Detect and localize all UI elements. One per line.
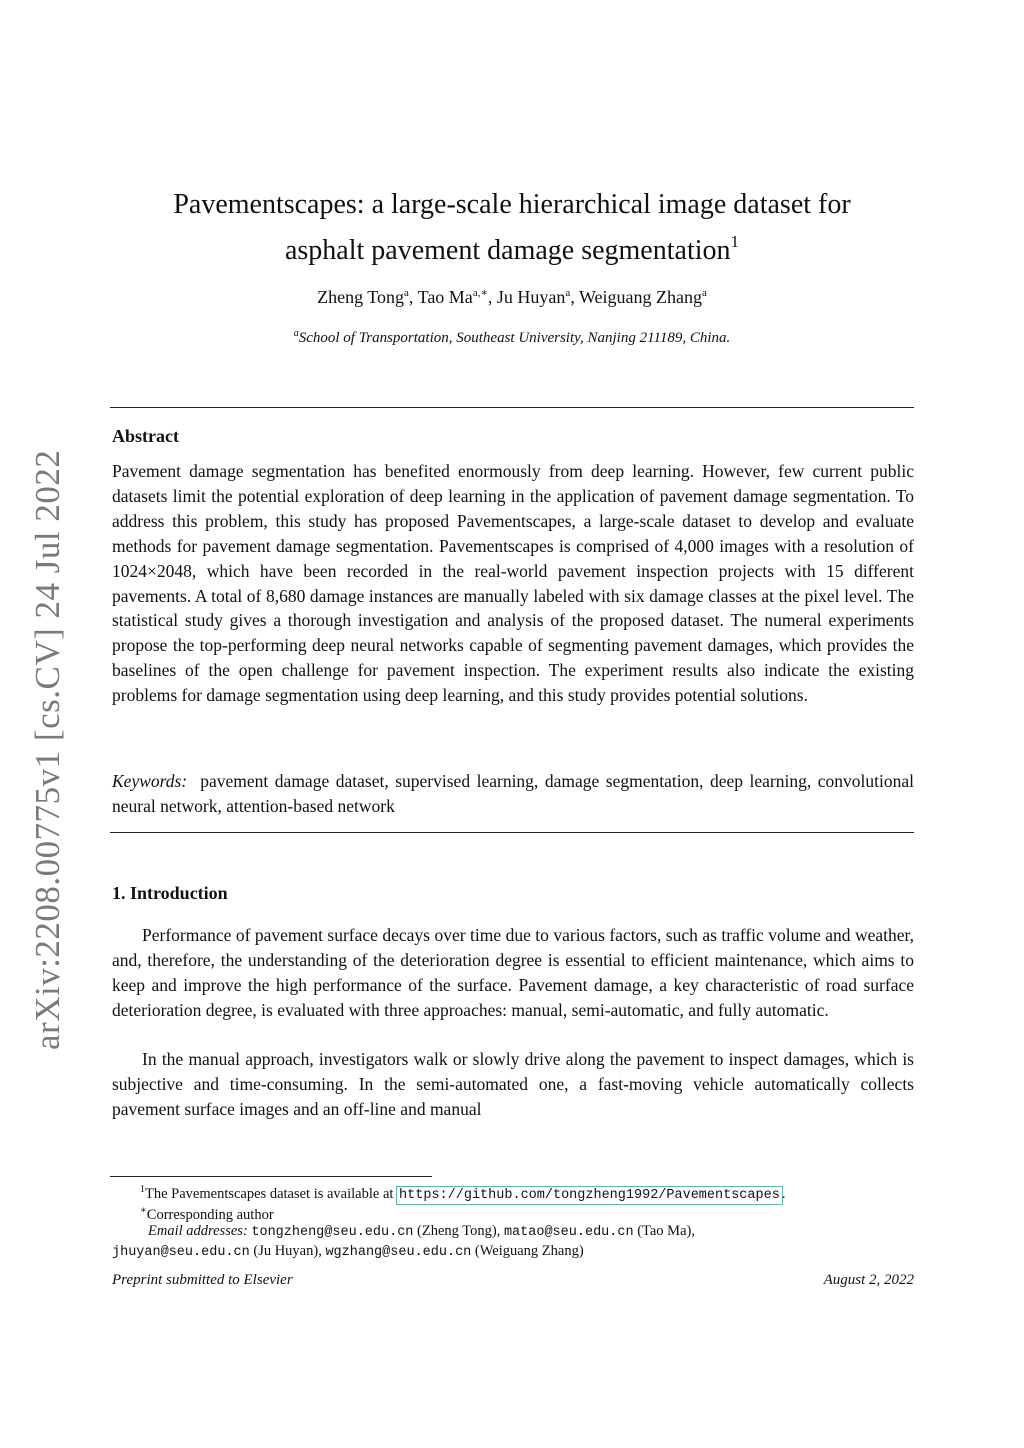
footnote-text: Corresponding author: [146, 1207, 274, 1223]
title-footnote-mark[interactable]: 1: [730, 232, 739, 251]
email-owner: (Ju Huyan),: [253, 1243, 322, 1259]
footnote-period: .: [781, 1186, 786, 1202]
footnote-text: The Pavementscapes dataset is available at: [145, 1186, 398, 1202]
author-name: Tao Ma: [417, 287, 473, 307]
author-affiliation-mark: a: [565, 287, 571, 299]
footnote-rule: [110, 1176, 432, 1177]
abstract-body: Pavement damage segmentation has benefited enormously from deep learning. However, few current public datasets limit the potential exploration of deep learning in the application of pavement damage segmentation. To address this problem, this study has proposed Pavementscapes, a large-scale dataset to develop and evaluate methods for pavement damage segmentation. Pavementscapes is comprised of 4,000 images with a resolution of 1024×2048, which have been recorded in the real-world pavement inspection projects with 15 different pavements. A total of 8,680 damage instances are manually labeled with six damage classes at the pixel level. The statistical study gives a thorough investigation and analysis of the proposed dataset. The numeral experiments propose the top-performing deep neural networks capable of segmenting pavement damages, which provides the baselines of the open challenge for pavement inspection. The experiment results also indicate the existing problems for damage segmentation using deep learning, and this study provides potential solutions.: [112, 461, 914, 706]
author-affiliation-mark: a: [702, 287, 707, 299]
email-owner: (Tao Ma),: [637, 1223, 695, 1239]
dataset-url-link[interactable]: https://github.com/tongzheng1992/Pavementscapes: [399, 1188, 780, 1203]
author-name: Ju Huyan: [496, 287, 566, 307]
preprint-date: August 2, 2022: [823, 1272, 914, 1288]
email-link[interactable]: matao@seu.edu.cn: [503, 1225, 634, 1240]
author-name: Weiguang Zhang: [579, 287, 703, 307]
email-link[interactable]: wgzhang@seu.edu.cn: [325, 1245, 472, 1260]
abstract-heading: Abstract: [112, 426, 179, 446]
author-name: Zheng Tong: [317, 287, 404, 307]
keywords: [112, 769, 914, 819]
footnote-mark: 1: [140, 1184, 145, 1195]
affiliation: [110, 328, 914, 347]
preprint-note: Preprint submitted to Elsevier: [112, 1272, 293, 1288]
email-link[interactable]: jhuyan@seu.edu.cn: [112, 1245, 250, 1260]
affiliation-text: School of Transportation, Southeast University, Nanjing 211189, China.: [298, 330, 731, 346]
keywords-text: pavement damage dataset, supervised learning, damage segmentation, deep learning, convolutional neural network, attention-based network: [112, 771, 915, 816]
footnote-mark: ∗: [140, 1205, 147, 1216]
arxiv-identifier-stamp: arXiv:2208.00775v1 [cs.CV] 24 Jul 2022: [28, 449, 67, 1050]
email-label: Email addresses:: [148, 1223, 248, 1239]
paper-title: [110, 186, 914, 269]
email-owner: (Weiguang Zhang): [474, 1243, 584, 1259]
section-heading-introduction: 1. Introduction: [112, 883, 228, 903]
affiliation-mark: a: [293, 328, 299, 339]
abstract-top-rule: [110, 407, 914, 408]
footnote-emails-line-2: [112, 1241, 914, 1264]
email-link[interactable]: tongzheng@seu.edu.cn: [251, 1225, 414, 1240]
author-affiliation-mark: a,∗: [472, 287, 488, 299]
introduction-paragraph-1: Performance of pavement surface decays over time due to various factors, such as traffic volume and weather, and, therefore, the understanding of the deterioration degree is essential to efficient maintenance, which aims to keep and improve the high performance of the surface. Pavement damage, a key characteristic of road surface deterioration degree, is evaluated with three approaches: manual, semi-automatic, and fully automatic.: [112, 925, 914, 1020]
author-affiliation-mark: a: [404, 287, 409, 299]
abstract-bottom-rule: [110, 832, 914, 833]
introduction-paragraph-2: In the manual approach, investigators walk or slowly drive along the pavement to inspect damages, which is subjective and time-consuming. In the semi-automated one, a fast-moving vehicle automatically collects pavement surface images and an off-line and manual: [112, 1049, 914, 1119]
title-line-2: asphalt pavement damage segmentation: [284, 235, 731, 266]
author-list: Zheng Tong$^a$, Tao $Ma^{a,∗}$, Ju Huyan$^a$, Weiguang Zhang$^a$: [317, 287, 707, 307]
email-owner: (Zheng Tong),: [417, 1223, 501, 1239]
title-line-1: Pavementscapes: a large-scale hierarchical image dataset for: [173, 189, 851, 220]
keywords-label: Keywords:: [112, 771, 188, 791]
